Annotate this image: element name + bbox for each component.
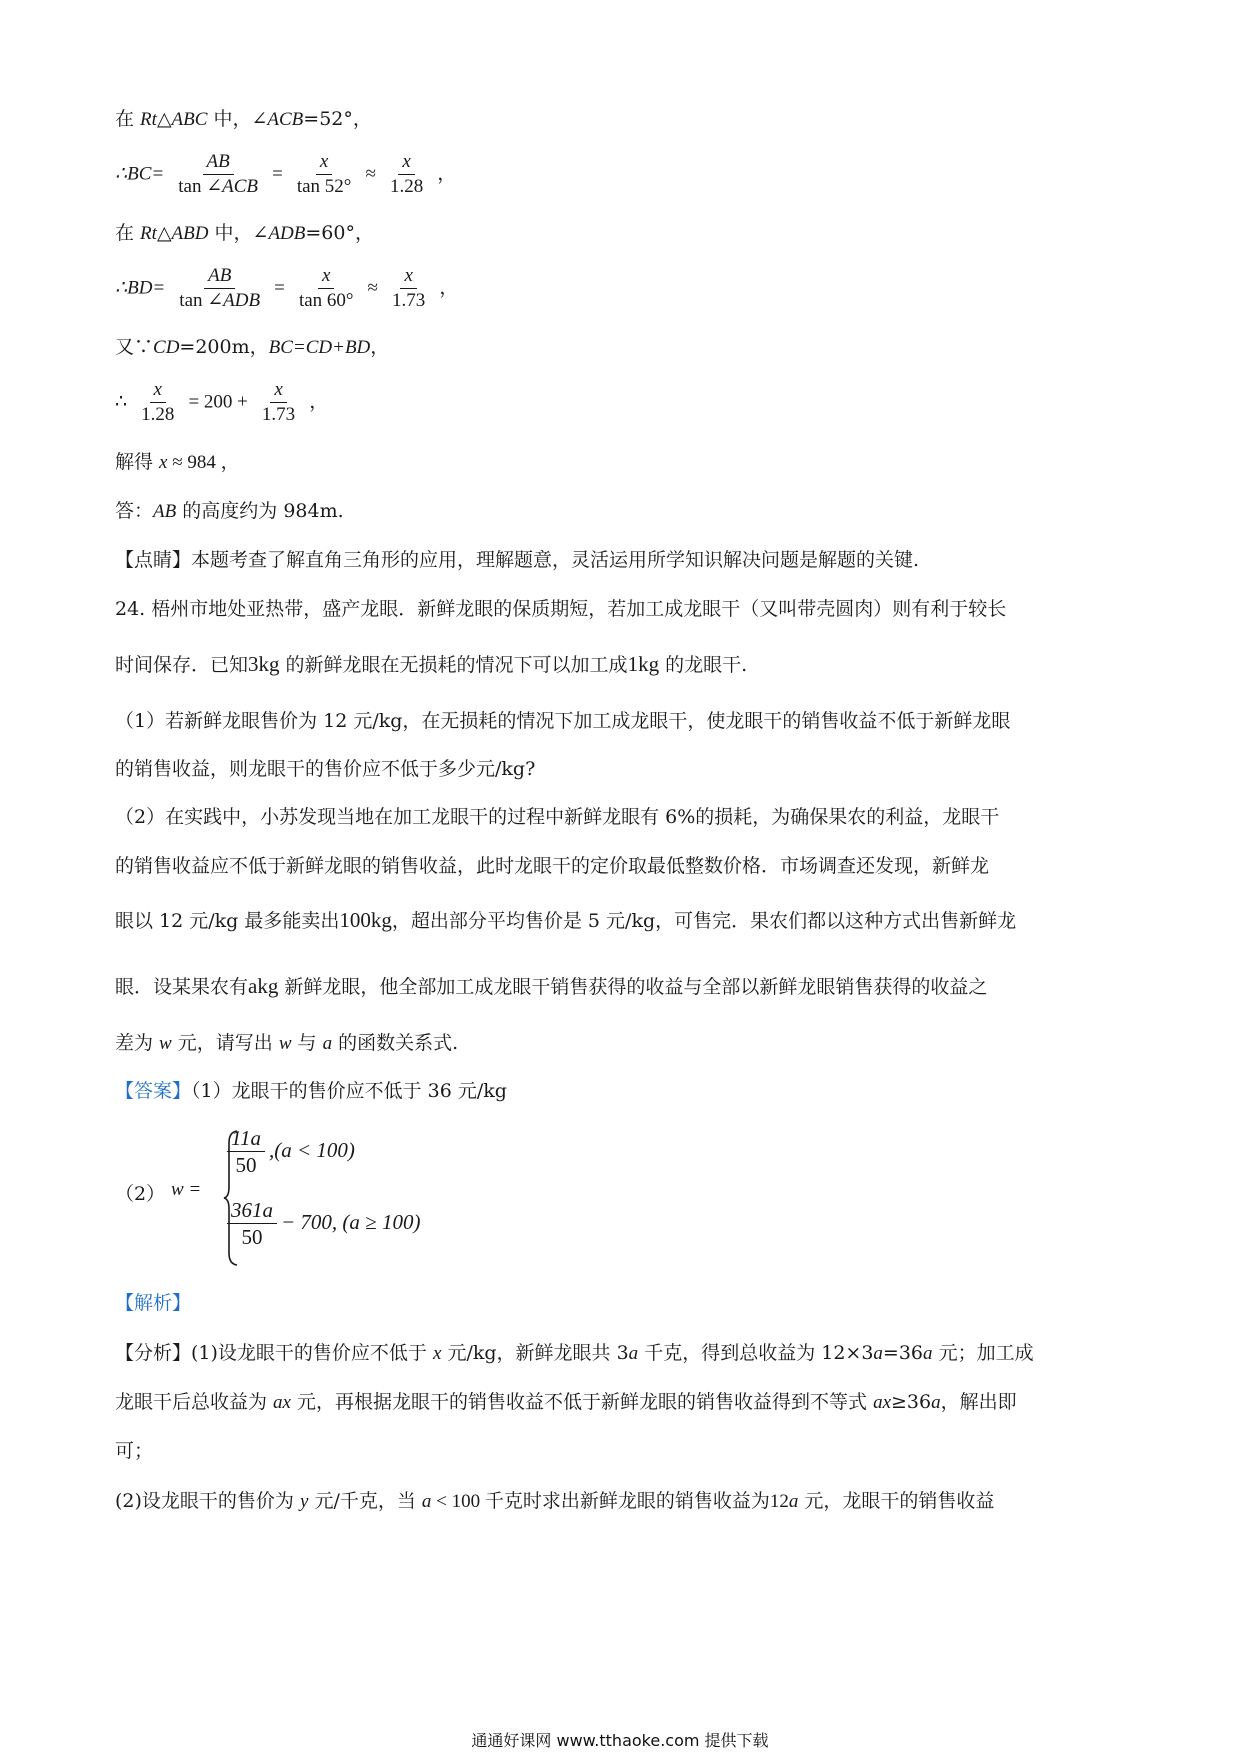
text: 与 [291, 1032, 323, 1054]
text: 【点睛】本题考查了解直角三角形的应用，理解题意，灵活运用所学知识解决问题是解题的关键. [115, 549, 920, 571]
text: 龙眼干后总收益为 [115, 1391, 274, 1413]
text: 解得 [115, 451, 160, 473]
question-24-line [115, 598, 1006, 621]
numerator: x [150, 378, 166, 403]
text: 的函数关系式. [332, 1032, 459, 1054]
text: 可； [115, 1440, 154, 1462]
text: = [272, 163, 283, 185]
text: 元/千克，当 [308, 1490, 422, 1512]
question-part-2 [115, 908, 1016, 933]
numerator: x [400, 264, 416, 289]
question-part-2 [115, 1032, 458, 1056]
text: （2） [115, 1183, 166, 1205]
numerator: x [316, 150, 332, 175]
text: ax [873, 1392, 892, 1413]
text: AB [153, 501, 177, 522]
key-point [115, 549, 919, 572]
text: ax [273, 1392, 291, 1413]
text-line [115, 108, 372, 132]
text: tan [178, 175, 207, 197]
text: ∴ [115, 390, 128, 413]
text: (2)设龙眼干的售价为 [115, 1490, 300, 1512]
numerator: AB [203, 150, 234, 175]
text: w [278, 1033, 292, 1054]
numerator: 11a [227, 1125, 265, 1152]
text: 又∵ [115, 336, 154, 358]
formula-equation [115, 378, 328, 427]
text: 3kg [248, 652, 280, 676]
text: BC=CD+BD [268, 337, 371, 358]
denominator: 1.28 [141, 403, 175, 425]
text: 新鲜龙眼，他全部加工成龙眼干销售获得的收益与全部以新鲜龙眼销售获得的收益之 [278, 976, 988, 998]
text: ，解出即 [940, 1391, 1017, 1413]
denominator [175, 289, 264, 313]
text: akg [248, 974, 279, 998]
text: 元；加工成 [932, 1342, 1034, 1364]
fraction [174, 150, 262, 199]
denominator: 50 [235, 1153, 257, 1178]
formula-bd [115, 264, 458, 313]
condition: − 700, (a ≥ 100) [281, 1209, 421, 1234]
denominator: 50 [241, 1225, 263, 1250]
text: a [931, 1392, 941, 1413]
text: ，超出部分平均售价是 5 元/kg，可售完．果农们都以这种方式出售新鲜龙 [391, 910, 1017, 932]
text: 的新鲜龙眼在无损耗的情况下可以加工成 [279, 654, 628, 676]
text: = 200 + [188, 391, 248, 413]
text: （2）在实践中，小苏发现当地在加工龙眼干的过程中新鲜龙眼有 6%的损耗，为确保果农的利益，龙眼干 [115, 806, 1000, 828]
fraction [388, 264, 429, 313]
text: 中， [207, 108, 252, 130]
text: 时间保存．已知 [115, 654, 249, 676]
analysis-line [115, 1391, 1017, 1415]
footer-watermark: 通通好课网 www.tthaoke.com 提供下载 [471, 1731, 769, 1750]
fraction [175, 264, 264, 313]
text: tan [179, 289, 208, 311]
text: = [274, 277, 285, 299]
text-line [115, 336, 389, 360]
text-line [115, 222, 374, 246]
text: 中， [208, 222, 253, 244]
text: a [628, 1343, 639, 1364]
question-part-1 [115, 758, 535, 781]
text: x [432, 1343, 442, 1364]
text: ≈ [365, 163, 376, 185]
numerator: AB [204, 264, 235, 289]
text: a [421, 1491, 432, 1512]
analysis-line [115, 1440, 153, 1463]
text: < 100 千克时求出新鲜龙眼的销售收益为12 [431, 1491, 789, 1512]
analysis-tag: 【解析】 [115, 1292, 192, 1314]
text: 元，龙眼干的销售收益 [798, 1490, 995, 1512]
text: ∠ADB [207, 289, 261, 311]
analysis-line [115, 1342, 1034, 1366]
numerator: x [270, 378, 286, 403]
text: ， [309, 390, 329, 413]
case-1 [223, 1125, 355, 1179]
numerator: 361a [227, 1197, 277, 1224]
text: ≈ 984 ， [167, 452, 240, 473]
text: =36 [882, 1342, 924, 1364]
text: 千克，得到总收益为 12×3 [638, 1342, 874, 1364]
text: 差为 [115, 1032, 160, 1054]
denominator: 1.28 [389, 175, 424, 197]
text: ， [370, 336, 390, 358]
formula-bc [115, 150, 456, 199]
text: 的销售收益应不低于新鲜龙眼的销售收益，此时龙眼干的定价取最低整数价格．市场调查还发现，新鲜龙 [115, 855, 990, 877]
analysis-heading [115, 1292, 191, 1315]
text: x [159, 452, 168, 473]
text: y [299, 1491, 309, 1512]
text: w = [171, 1179, 202, 1200]
text: Rt [140, 109, 157, 130]
text: a [923, 1343, 933, 1364]
text: ∴BD= [115, 277, 166, 299]
text: 在 [115, 108, 141, 130]
text: 的销售收益，则龙眼干的售价应不低于多少元/kg? [115, 758, 536, 780]
question-24-line [115, 652, 747, 677]
text: ≥36 [891, 1391, 932, 1413]
question-part-2 [115, 806, 999, 829]
text: ∠ACB [206, 175, 259, 197]
text: 眼以 12 元/kg 最多能卖出 [115, 910, 340, 932]
question-part-2 [115, 855, 989, 878]
text: 的高度约为 984m. [176, 500, 344, 522]
fraction [137, 378, 178, 427]
case-2 [223, 1197, 420, 1251]
text: 100kg [339, 908, 392, 932]
fraction [386, 150, 427, 199]
fraction [227, 1197, 277, 1251]
text: ， [439, 276, 459, 299]
text: =52°， [303, 108, 372, 130]
text: ∠ADB [252, 223, 306, 244]
text: a [322, 1033, 333, 1054]
text: △ABC [156, 109, 208, 130]
text: 的龙眼干. [659, 654, 748, 676]
text: 【分析】(1)设龙眼干的售价应不低于 [115, 1342, 433, 1364]
denominator: 1.73 [261, 403, 296, 425]
denominator: tan 60° [298, 289, 354, 311]
text: ∠ACB [251, 109, 304, 130]
text: 在 [115, 222, 141, 244]
answer-tag: 【答案】 [115, 1080, 192, 1102]
text: △ABD [156, 223, 209, 244]
answer-line [115, 1080, 507, 1103]
text: 元/kg，新鲜龙眼共 3 [441, 1342, 629, 1364]
text: （1）若新鲜龙眼售价为 12 元/kg，在无损耗的情况下加工成龙眼干，使龙眼干的销售收益不低于新鲜龙眼 [115, 710, 1011, 732]
numerator: x [398, 150, 414, 175]
denominator: 1.73 [392, 289, 426, 311]
text: =200m， [179, 336, 269, 358]
fraction [258, 378, 299, 427]
text: =60°， [305, 222, 374, 244]
text: CD [153, 337, 180, 358]
text-line [115, 500, 344, 524]
text: a [788, 1491, 799, 1512]
analysis-line [115, 1490, 994, 1514]
text: 答： [115, 500, 154, 522]
fraction [295, 264, 358, 313]
condition: ,(a < 100) [268, 1137, 355, 1162]
denominator [174, 175, 262, 199]
text: 眼．设某果农有 [115, 976, 249, 998]
text: a [873, 1343, 883, 1364]
text: 1kg [627, 652, 660, 676]
text: 元，再根据龙眼干的销售收益不低于新鲜龙眼的销售收益得到不等式 [290, 1391, 874, 1413]
text: w [159, 1033, 172, 1054]
fraction [227, 1125, 265, 1179]
text-line [115, 451, 240, 475]
text: Rt [140, 223, 157, 244]
question-part-1 [115, 710, 1010, 733]
text: （1）龙眼干的售价应不低于 36 元/kg [191, 1080, 507, 1102]
text: ， [437, 162, 457, 185]
denominator: tan 52° [296, 175, 352, 197]
text: ≈ [367, 277, 378, 299]
numerator: x [318, 264, 334, 289]
text: 24. 梧州市地处亚热带，盛产龙眼．新鲜龙眼的保质期短，若加工成龙眼干（又叫带壳圆肉）则有利于较长 [115, 598, 1007, 620]
text: ∴BC= [115, 163, 165, 185]
text: 元，请写出 [171, 1032, 279, 1054]
question-part-2 [115, 974, 987, 999]
fraction [293, 150, 356, 199]
